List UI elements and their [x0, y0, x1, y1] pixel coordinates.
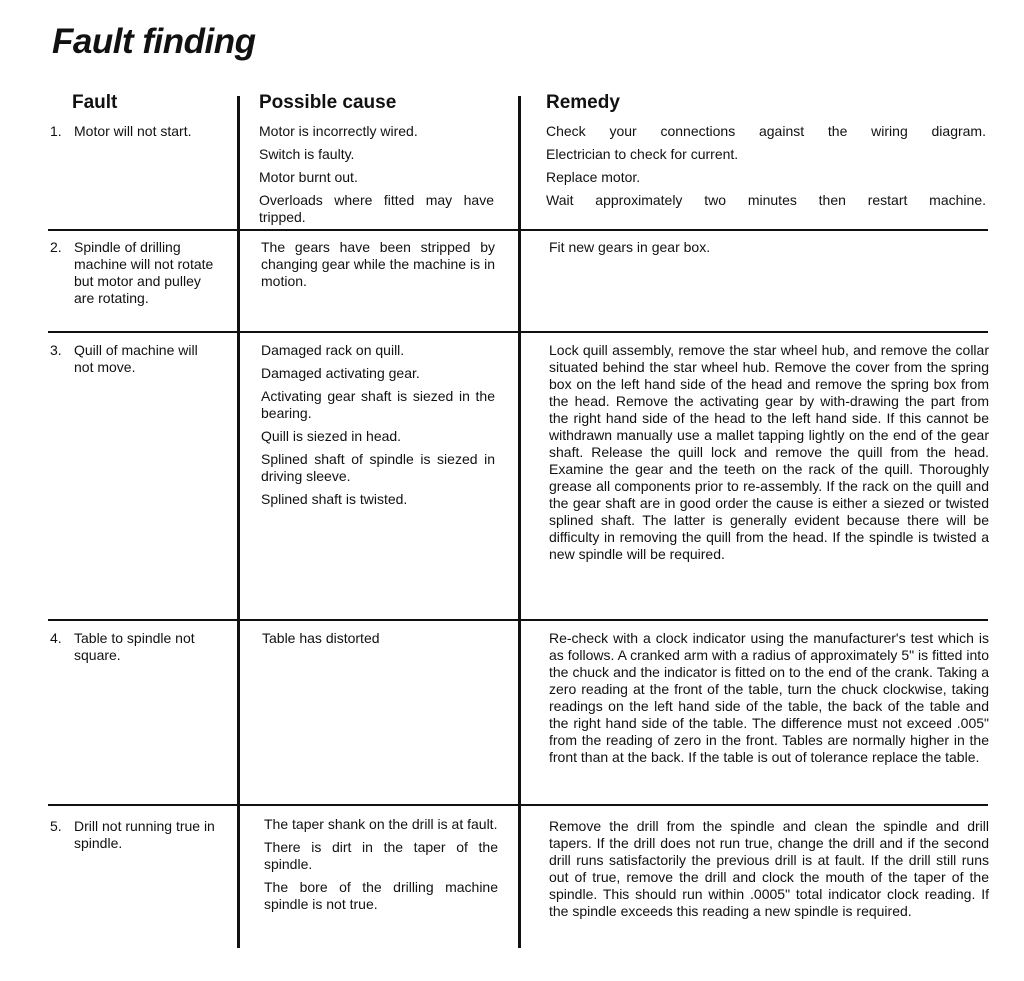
- cause-item: The bore of the drilling machine spindle is not true.: [264, 879, 498, 912]
- remedy-item: Fit new gears in gear box.: [549, 239, 711, 255]
- table-row-fault-1: [50, 123, 234, 140]
- row-divider-1: [48, 229, 988, 231]
- column-divider-left: [237, 96, 240, 948]
- remedy-item: Wait approximately two minutes then restart machine.: [546, 192, 986, 208]
- table-row-remedies-5: [549, 818, 989, 926]
- remedy-item: Re-check with a clock indicator using the manufacturer's test which is as follows. A cranked arm with a radius of approximately 5" is fitted into the chuck and the indicator is fitted on to the end of the crank. Taking a zero reading at the front of the table, turn the chuck clockwise, taking readings on the left hand side of the table, the back of the table and the right hand side of the table. The difference must not exceed .005" from the reading of zero in the front. Tables are normally higher in the front than at the back. If the table is out of tolerance replace the table.: [549, 630, 989, 765]
- fault-text: Spindle of drilling machine will not rotate but motor and pulley are rotating.: [74, 239, 214, 306]
- table-row-fault-3: [50, 342, 220, 376]
- table-row-causes-5: [264, 816, 498, 919]
- cause-item: Quill is siezed in head.: [261, 428, 402, 444]
- table-row-remedies-4: [549, 630, 989, 772]
- table-row-causes-3: [261, 342, 495, 514]
- remedy-item: Lock quill assembly, remove the star wheel hub, and remove the collar situated behind the star wheel hub. Remove the cover from the spring box on the left hand side of the head and remove the spring box from the head. Remove the activating gear by with-drawing the part from the right hand side of the head to the left hand side. If this cannot be withdrawn manually use a mallet tapping lightly on the end of the gear shaft. Release the quill lock and remove the quill from the head. Examine the gear and the teeth on the rack of the quill. Thoroughly grease all components prior to re-assembly. If the rack on the quill and the gear shaft are in good order the cause is either a siezed or twisted splined shaft. The latter is generally evident because there will be difficulty in removing the quill from the head. If the spindle is twisted a new spindle will be required.: [549, 342, 989, 562]
- remedy-item: Replace motor.: [546, 169, 641, 185]
- cause-item: Table has distorted: [262, 630, 380, 646]
- cause-item: Splined shaft of spindle is siezed in driving sleeve.: [261, 451, 495, 484]
- row-divider-2: [48, 331, 988, 333]
- cause-item: There is dirt in the taper of the spindle.: [264, 839, 498, 872]
- row-divider-4: [48, 804, 988, 806]
- fault-number: 5.: [50, 818, 62, 834]
- header-remedy: Remedy: [546, 92, 620, 113]
- cause-item: Activating gear shaft is siezed in the bearing.: [261, 388, 495, 421]
- cause-item: Damaged activating gear.: [261, 365, 420, 381]
- remedy-item: Remove the drill from the spindle and clean the spindle and drill tapers. If the drill does not run true, change the drill and if the second drill runs satisfactorily the previous drill is at fault. If the drill still runs out of true, remove the drill and clock the mouth of the taper of the spindle. This should run within .0005" total indicator clock reading. If the spindle exceeds this reading a new spindle is required.: [549, 818, 989, 919]
- column-divider-right: [518, 96, 521, 948]
- fault-number: 3.: [50, 342, 62, 358]
- cause-item: Switch is faulty.: [259, 146, 355, 162]
- table-row-fault-2: [50, 239, 222, 307]
- cause-item: Motor is incorrectly wired.: [259, 123, 418, 139]
- table-row-fault-4: [50, 630, 234, 664]
- header-possible-cause: Possible cause: [259, 92, 397, 113]
- header-fault: Fault: [72, 92, 118, 113]
- cause-item: The gears have been stripped by changing gear while the machine is in motion.: [261, 239, 495, 289]
- cause-item: Damaged rack on quill.: [261, 342, 405, 358]
- cause-item: Motor burnt out.: [259, 169, 358, 185]
- remedy-item: Electrician to check for current.: [546, 146, 739, 162]
- page-title: Fault finding: [52, 22, 256, 61]
- table-row-causes-2: [261, 239, 495, 296]
- table-row-remedies-2: [549, 239, 987, 262]
- table-row-remedies-3: [549, 342, 989, 569]
- fault-number: 1.: [50, 123, 62, 139]
- table-row-causes-1: [259, 123, 494, 232]
- remedy-item: Check your connections against the wiring diagram.: [546, 123, 986, 139]
- cause-item: Overloads where fitted may have tripped.: [259, 192, 494, 225]
- table-row-remedies-1: [546, 123, 986, 215]
- fault-text: Quill of machine will not move.: [74, 342, 198, 375]
- fault-text: Motor will not start.: [74, 123, 192, 139]
- fault-number: 4.: [50, 630, 62, 646]
- cause-item: The taper shank on the drill is at fault.: [264, 816, 498, 832]
- cause-item: Splined shaft is twisted.: [261, 491, 408, 507]
- fault-text: Table to spindle not square.: [74, 630, 195, 663]
- table-row-causes-4: [262, 630, 496, 653]
- row-divider-3: [48, 619, 988, 621]
- fault-number: 2.: [50, 239, 62, 255]
- fault-text: Drill not running true in spindle.: [74, 818, 215, 851]
- table-row-fault-5: [50, 818, 222, 852]
